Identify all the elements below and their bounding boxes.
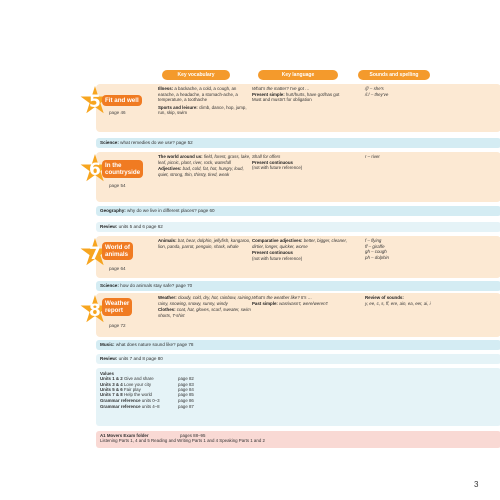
exam-folder-block[interactable] bbox=[96, 431, 500, 448]
unit-7-vocabulary: Animals: bat, bear, dolphin, jellyfish, kangaroo, lion, panda, parrot, penguin, shark, whale bbox=[158, 238, 251, 249]
unit-6-page[interactable]: page 54 bbox=[109, 183, 126, 188]
unit-8-vocabulary: Weather: cloudy, cold, dry, hot, rainbow, raining, rainy, snowing, snowy, sunny, windy Clothes: coat, hat, gloves, scarf, sweater, swim shorts, T-shirt bbox=[158, 295, 252, 318]
unit-6-vocabulary: The world around us: field, forest, grass, lake, leaf, picnic, plant, river, rock, waterfall Adjectives: bad, cold, fat, hot, hungry, loud, quiet, strong, thin, thirsty, tired, weak bbox=[158, 154, 251, 177]
science-strip-2[interactable]: Science: how do animals stay safe? page 70 bbox=[96, 281, 500, 291]
music-strip[interactable]: Music: what does nature sound like? page 78 bbox=[96, 340, 500, 350]
values-title: Values bbox=[100, 371, 114, 376]
grammar-reference-row[interactable]: Grammar reference units 0–3 page 86 bbox=[100, 398, 194, 404]
values-row[interactable]: Units 5 & 6 Fair play page 84 bbox=[100, 386, 194, 392]
grammar-reference-row[interactable]: Grammar reference units 4–8 page 87 bbox=[100, 403, 194, 409]
unit-6-number: 6 bbox=[89, 160, 101, 180]
header-key-language: Key language bbox=[258, 70, 338, 80]
unit-5-number: 5 bbox=[89, 92, 101, 112]
page-number: 3 bbox=[474, 480, 479, 489]
unit-6-title[interactable]: In the countryside bbox=[102, 160, 143, 178]
unit-7-sounds: f – flying ff – giraffe gh – cough ph – dolphin bbox=[365, 238, 389, 260]
values-row[interactable]: Units 7 & 8 Help the world page 85 bbox=[100, 392, 194, 398]
review-strip-7-8[interactable]: Review: units 7 and 8 page 80 bbox=[96, 354, 500, 364]
unit-7-title[interactable]: World of animals bbox=[102, 242, 133, 260]
header-key-vocabulary: Key vocabulary bbox=[162, 70, 230, 80]
exam-folder-parts: Listening Parts 1, 4 and 5 Reading and Writing Parts 1 and 4 Speaking Parts 1 and 2 bbox=[100, 438, 265, 444]
unit-5-vocabulary: Illness: a backache, a cold, a cough, an earache, a headache, a stomach-ache, a temperature, a toothache Sports and leisure: climb, dance, hop, jump, run, skip, swim bbox=[158, 86, 247, 116]
unit-6-sounds: r – river bbox=[365, 154, 380, 159]
unit-7-page[interactable]: page 64 bbox=[109, 266, 126, 271]
header-sounds-spelling: Sounds and spelling bbox=[358, 70, 430, 80]
unit-8-number: 8 bbox=[89, 301, 101, 321]
unit-7-number: 7 bbox=[89, 244, 101, 264]
geography-strip[interactable]: Geography: why do we live in different places? page 60 bbox=[96, 206, 500, 216]
exam-folder-title: A1 Movers Exam folder bbox=[100, 433, 149, 438]
values-block bbox=[96, 368, 500, 426]
unit-8-sounds: Review of sounds: y, ee, c, s, ff, ere, ain, ea, eer, ai, i bbox=[365, 295, 431, 306]
unit-5-sounds: /ʃ/ – she's /i:/ – they've bbox=[365, 86, 389, 97]
unit-5-page[interactable]: page 46 bbox=[109, 110, 126, 115]
unit-8-language: What's the weather like? It's … Past simple: was/wasn't, were/weren't bbox=[252, 295, 328, 306]
unit-7-language: Comparative adjectives: better, bigger, cleaner, dirtier, longer, quicker, worse Present continuous (not with future reference) bbox=[252, 238, 347, 261]
exam-folder-pages: pages 88–95 bbox=[180, 433, 206, 438]
unit-8-title[interactable]: Weather report bbox=[102, 298, 132, 316]
unit-5-language: What's the matter? I've got … Present simple: hurt/hurts, have got/has got Must and mustn't for obligation bbox=[252, 86, 340, 103]
unit-6-language: Shall for offers Present continuous (not with future reference) bbox=[252, 154, 303, 171]
values-row[interactable]: Units 3 & 4 Love your city page 83 bbox=[100, 381, 194, 387]
unit-5-title[interactable]: Fit and well bbox=[102, 95, 142, 106]
unit-8-page[interactable]: page 72 bbox=[109, 323, 126, 328]
values-row[interactable]: Units 1 & 2 Give and share page 82 bbox=[100, 376, 194, 382]
science-strip-1[interactable]: Science: what remedies do we use? page 52 bbox=[96, 138, 500, 148]
review-strip-5-6[interactable]: Review: units 5 and 6 page 62 bbox=[96, 222, 500, 232]
